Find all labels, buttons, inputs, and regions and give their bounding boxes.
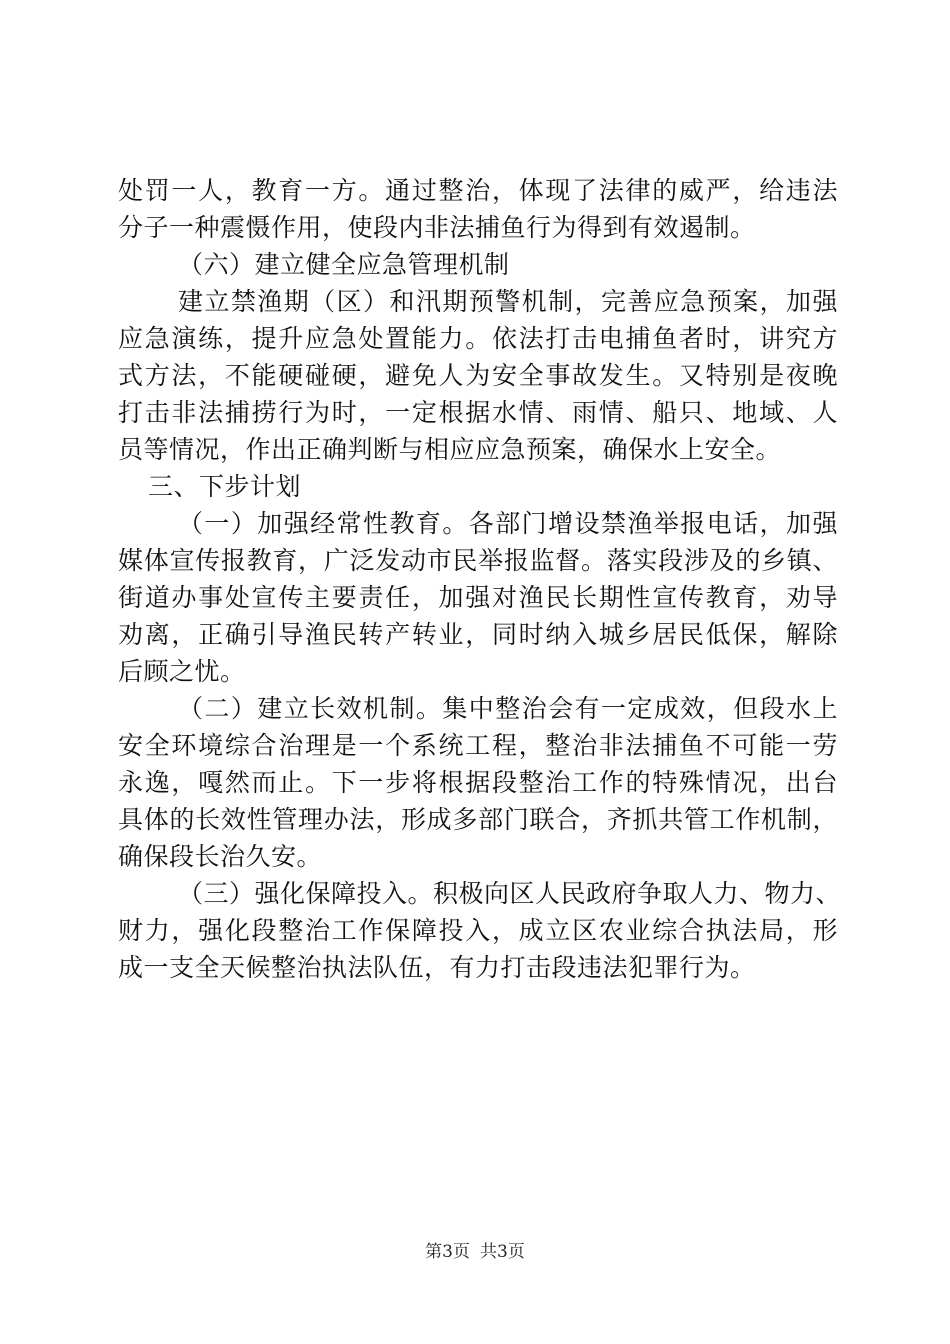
text-line: 确保段长治久安。 — [118, 842, 323, 871]
text-line: 安全环境综合治理是一个系统工程，整治非法捕鱼不可能一劳 — [118, 731, 838, 760]
total-pages-label: 共3页 — [480, 1242, 525, 1262]
text-line: 三、下步计划 — [148, 472, 302, 501]
text-line: （六）建立健全应急管理机制 — [178, 250, 510, 279]
text-line: 具体的长效性管理办法，形成多部门联合，齐抓共管工作机制， — [118, 805, 838, 834]
text-line: 打击非法捕捞行为时，一定根据水情、雨情、船只、地域、人 — [118, 398, 838, 427]
current-page-label: 第3页 — [425, 1242, 470, 1262]
text-line: 式方法，不能硬碰硬，避免人为安全事故发生。又特别是夜晚 — [118, 361, 838, 390]
text-line: 永逸，嘎然而止。下一步将根据段整治工作的特殊情况，出台 — [118, 768, 838, 797]
text-line: 财力，强化段整治工作保障投入，成立区农业综合执法局，形 — [118, 916, 838, 945]
text-line: （三）强化保障投入。积极向区人民政府争取人力、物力、 — [178, 879, 842, 908]
text-line: 建立禁渔期（区）和汛期预警机制，完善应急预案，加强 — [178, 287, 838, 316]
text-line: 处罚一人，教育一方。通过整治，体现了法律的威严，给违法 — [118, 176, 838, 205]
text-line: 媒体宣传报教育，广泛发动市民举报监督。落实段涉及的乡镇、 — [118, 546, 838, 575]
text-line: 后顾之忧。 — [118, 657, 246, 686]
text-line: 成一支全天候整治执法队伍，有力打击段违法犯罪行为。 — [118, 953, 756, 982]
text-line: 街道办事处宣传主要责任，加强对渔民长期性宣传教育，劝导 — [118, 583, 838, 612]
text-line: （一）加强经常性教育。各部门增设禁渔举报电话，加强 — [178, 509, 838, 538]
text-line: 劝离，正确引导渔民转产转业，同时纳入城乡居民低保，解除 — [118, 620, 838, 649]
text-line: 员等情况，作出正确判断与相应应急预案，确保水上安全。 — [118, 435, 782, 464]
text-line: 分子一种震慑作用，使段内非法捕鱼行为得到有效遏制。 — [118, 213, 756, 242]
text-line: （二）建立长效机制。集中整治会有一定成效，但段水上 — [178, 694, 838, 723]
text-line: 应急演练，提升应急处置能力。依法打击电捕鱼者时，讲究方 — [118, 324, 838, 353]
document-body — [118, 172, 842, 986]
page-footer — [0, 1241, 950, 1263]
